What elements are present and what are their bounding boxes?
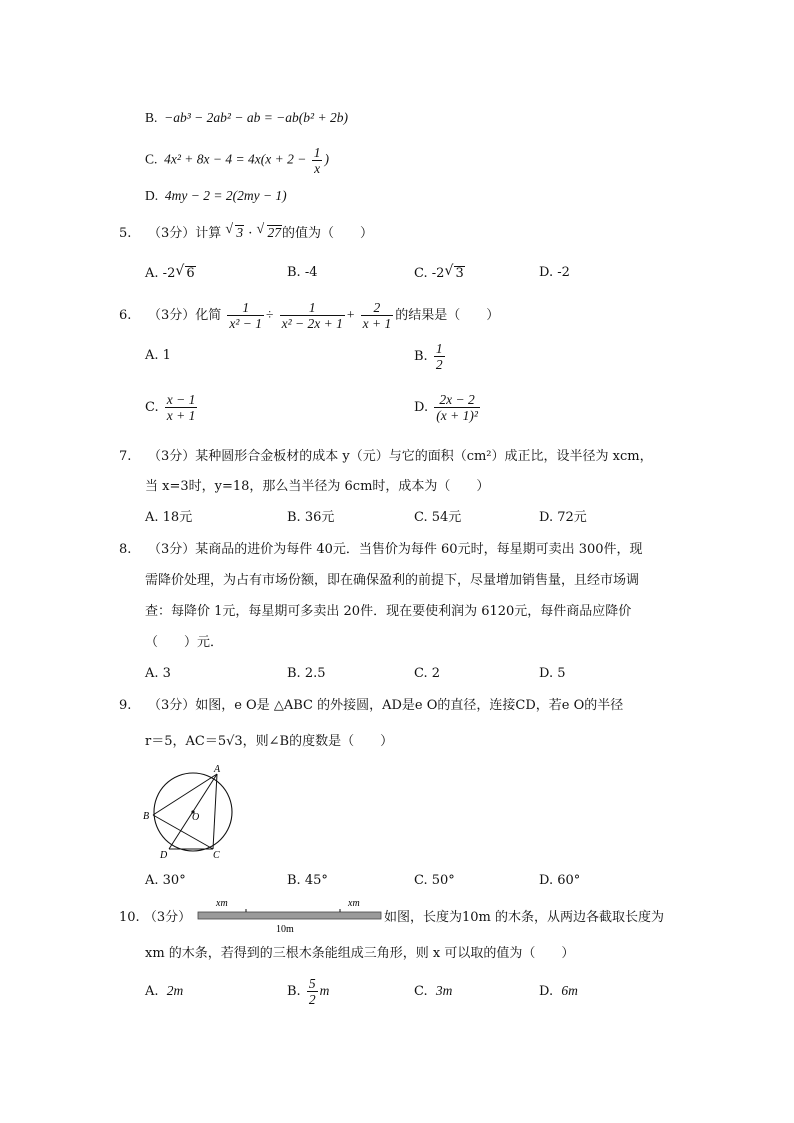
option-d-prev: D. 4my − 2 = 2(2my − 1) <box>145 188 287 203</box>
q7-option-d: D. 72元 <box>539 510 587 525</box>
label-left-xm: xm <box>216 898 228 909</box>
label-b: B <box>143 811 150 822</box>
q8-option-b: B. 2.5 <box>287 666 326 681</box>
q9-option-d: D. 60° <box>539 873 581 888</box>
label-o: O <box>192 812 200 823</box>
q5-option-c: C. -2√ 3 <box>414 266 465 281</box>
label-d: D <box>160 850 168 860</box>
q8-option-a: A. 3 <box>145 666 171 681</box>
question-10-label: 10. （3分） <box>119 910 192 925</box>
circle-triangle-figure <box>140 764 240 864</box>
option-c-prev: C. 4x² + 8x − 4 = 4x(x + 2 − $\frac{1}{x}$ ) <box>145 145 329 176</box>
wood-strip <box>198 912 381 919</box>
q10-option-b-fraction: $\frac{5}{2}$ <box>308 976 316 1007</box>
question-8-line-4: （ ）元． <box>145 635 224 650</box>
q7-option-b: B. 36元 <box>287 510 335 525</box>
q10-option-a: A. 2m <box>145 983 184 999</box>
question-7-line-2: 当 x=3时，y=18，那么当半径为 6cm时，成本为（ ） <box>145 479 490 494</box>
q7-option-c: C. 54元 <box>414 510 462 525</box>
q6-option-c-fraction: $\frac{x - 1}{x + 1}$ <box>166 392 196 423</box>
question-9-line-1: 9. （3分）如图，e O是 △ABC 的外接圆，AD是e O的直径，连接CD，若e O的半径 <box>119 698 624 713</box>
label-right-xm: xm <box>348 898 360 909</box>
sqrt-3-option: √ 3 <box>445 266 464 281</box>
question-8-line-1: 8. （3分）某商品的进价为每件 40元．当售价为每件 60元时，每星期可卖出 300件，现 <box>119 542 643 557</box>
label-total-length: 10m <box>276 924 294 935</box>
q9-option-b: B. 45° <box>287 873 328 888</box>
segment-ac <box>213 774 217 849</box>
label-c: C <box>213 850 220 860</box>
sqrt-6: √ 6 <box>176 266 195 281</box>
question-8-line-3: 查：每降价 1元，每星期可多卖出 20件．现在要使利润为 6120元，每件商品应降价 <box>145 604 632 619</box>
question-10-line-2: xm 的木条，若得到的三根木条能组成三角形，则 x 可以取的值为（ ） <box>145 946 575 961</box>
question-5: 5. （3分）计算 √ 3 · √ 27的值为（ ） <box>119 225 373 240</box>
wood-strip-figure <box>196 896 384 940</box>
option-b-prev: B. −ab³ − 2ab² − ab = −ab(b² + 2b) <box>145 110 348 125</box>
q6-fraction-3: $\frac{2}{x + 1}$ <box>362 300 392 331</box>
question-6: 6. （3分）化简 $\frac{1}{\text{x² − 1}}$ ÷ $\frac{1}{\text{x² − 2x + 1}}$ + $\frac{2}{x + 1}$ 的结果是（ ） <box>119 300 500 331</box>
q6-option-b-fraction: $\frac{1}{2}$ <box>435 341 443 372</box>
q8-option-c: C. 2 <box>414 666 441 681</box>
q6-option-c: C. $\frac{x - 1}{x + 1}$ <box>145 392 196 423</box>
q7-option-a: A. 18元 <box>145 510 193 525</box>
question-7-line-1: 7. （3分）某种圆形合金板材的成本 y（元）与它的面积（cm²）成正比，设半径为 xcm， <box>119 449 653 464</box>
option-c-expression: 4x² + 8x − 4 = 4x(x + 2 − <box>164 151 307 167</box>
q6-fraction-2: $\frac{1}{\text{x² − 2x + 1}}$ <box>281 300 343 331</box>
question-10-line-1: 如图，长度为10m 的木条，从两边各截取长度为 <box>384 910 665 925</box>
q6-fraction-1: $\frac{1}{\text{x² − 1}}$ <box>229 300 263 331</box>
q10-option-b: B. $\frac{5}{2}$ m <box>287 976 330 1007</box>
q6-option-d-fraction: $\frac{2x - 2}{\text{(x + 1)²}}$ <box>436 392 478 423</box>
q10-option-c: C. 3m <box>414 983 453 999</box>
option-b-expression: −ab³ − 2ab² − ab = −ab(b² + 2b) <box>164 110 348 125</box>
q6-option-b: B. $\frac{1}{2}$ <box>414 341 443 372</box>
option-d-expression: 4my − 2 = 2(2my − 1) <box>164 188 287 203</box>
q9-option-c: C. 50° <box>414 873 455 888</box>
sqrt-27: √ 27 <box>258 225 283 240</box>
question-9-line-2: r＝5，AC＝5√3，则∠B的度数是（ ） <box>145 734 394 749</box>
segment-bc <box>153 815 213 849</box>
q6-option-d: D. $\frac{2x - 2}{\text{(x + 1)²}}$ <box>414 392 478 423</box>
q8-option-d: D. 5 <box>539 666 566 681</box>
sqrt-3: √ 3 <box>226 225 244 240</box>
segment-ab <box>153 774 217 815</box>
q5-option-b: B. -4 <box>287 265 318 280</box>
option-c-fraction: $\frac{1}{x}$ <box>313 145 321 176</box>
label-a: A <box>214 764 221 775</box>
q5-option-d: D. -2 <box>539 265 570 280</box>
question-8-line-2: 需降价处理，为占有市场份额，即在确保盈利的前提下，尽量增加销售量，且经市场调 <box>145 573 640 588</box>
q10-option-d: D. 6m <box>539 983 578 999</box>
q9-option-a: A. 30° <box>145 873 186 888</box>
q6-option-a: A. 1 <box>145 348 171 363</box>
q5-option-a: A. -2√ 6 <box>145 266 196 281</box>
